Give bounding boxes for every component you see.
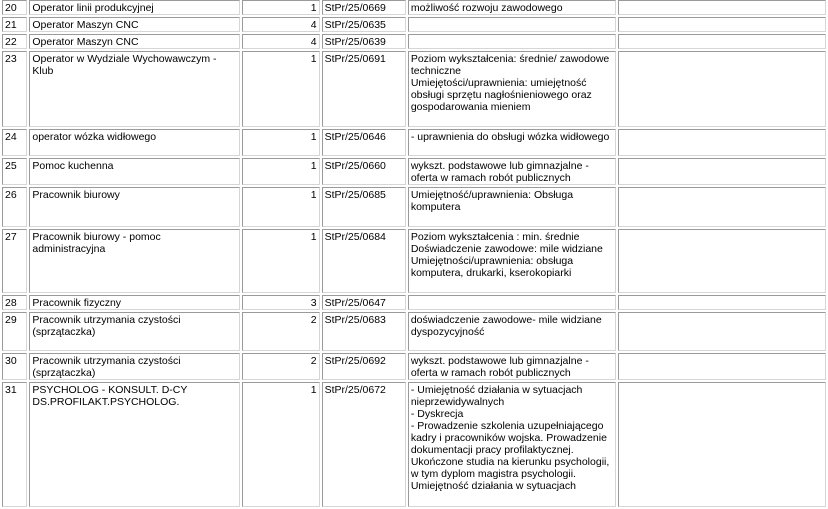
table-row [2, 187, 826, 227]
row-number-cell: 21 [2, 17, 27, 32]
row-number-cell: 22 [2, 34, 27, 49]
vacancy-count-cell: 1 [242, 382, 319, 507]
table-row [2, 34, 826, 49]
row-number-cell: 30 [2, 353, 27, 380]
notes-cell [618, 312, 826, 351]
offer-ref-cell: StPr/25/0639 [322, 34, 406, 49]
notes-cell [618, 187, 826, 227]
position-name-cell: Pomoc kuchenna [29, 158, 240, 185]
vacancy-count-cell: 1 [242, 129, 319, 156]
requirements-cell [408, 17, 616, 32]
table-row [2, 158, 826, 185]
requirements-cell: Poziom wykształcenia: średnie/ zawodowe techniczne Umiejętości/uprawnienia: umiejętność obsługi sprzętu nagłośnieniowego oraz gospodarowania mieniem [408, 51, 616, 127]
requirements-cell [408, 34, 616, 49]
position-name-cell: PSYCHOLOG - KONSULT. D-CY DS.PROFILAKT.PSYCHOLOG. [29, 382, 240, 507]
position-name-cell: Operator w Wydziale Wychowawczym - Klub [29, 51, 240, 127]
offer-ref-cell: StPr/25/0685 [322, 187, 406, 227]
notes-cell [618, 129, 826, 156]
vacancy-count-cell: 1 [242, 229, 319, 293]
notes-cell [618, 0, 826, 15]
notes-cell [618, 51, 826, 127]
offer-ref-cell: StPr/25/0669 [322, 0, 406, 15]
notes-cell [618, 17, 826, 32]
position-name-cell: Pracownik utrzymania czystości (sprzątaczka) [29, 353, 240, 380]
row-number-cell: 23 [2, 51, 27, 127]
row-number-cell: 24 [2, 129, 27, 156]
requirements-cell: wykszt. podstawowe lub gimnazjalne - oferta w ramach robót publicznych [408, 353, 616, 380]
position-name-cell: Pracownik utrzymania czystości (sprzątaczka) [29, 312, 240, 351]
notes-cell [618, 229, 826, 293]
table-row [2, 17, 826, 32]
table-row [2, 382, 826, 507]
offer-ref-cell: StPr/25/0647 [322, 295, 406, 310]
table-row [2, 229, 826, 293]
row-number-cell: 20 [2, 0, 27, 15]
offer-ref-cell: StPr/25/0672 [322, 382, 406, 507]
table-row [2, 353, 826, 380]
vacancy-count-cell: 1 [242, 0, 319, 15]
vacancy-count-cell: 1 [242, 187, 319, 227]
position-name-cell: Pracownik fizyczny [29, 295, 240, 310]
requirements-cell: Poziom wykształcenia : min. średnie Doświadczenie zawodowe: mile widziane Umiejętności/uprawnienia: obsługa komputera, drukarki, kserokopiarki [408, 229, 616, 293]
vacancy-count-cell: 4 [242, 17, 319, 32]
offer-ref-cell: StPr/25/0691 [322, 51, 406, 127]
position-name-cell: Operator Maszyn CNC [29, 34, 240, 49]
offer-ref-cell: StPr/25/0692 [322, 353, 406, 380]
requirements-cell: możliwość rozwoju zawodowego [408, 0, 616, 15]
vacancy-count-cell: 1 [242, 51, 319, 127]
row-number-cell: 25 [2, 158, 27, 185]
requirements-cell: doświadczenie zawodowe- mile widziane dyspozycyjność [408, 312, 616, 351]
vacancy-count-cell: 3 [242, 295, 319, 310]
table-row [2, 129, 826, 156]
notes-cell [618, 353, 826, 380]
offer-ref-cell: StPr/25/0660 [322, 158, 406, 185]
offer-ref-cell: StPr/25/0683 [322, 312, 406, 351]
notes-cell [618, 158, 826, 185]
table-row [2, 51, 826, 127]
table-row [2, 312, 826, 351]
vacancy-count-cell: 1 [242, 158, 319, 185]
position-name-cell: Pracownik biurowy - pomoc administracyjna [29, 229, 240, 293]
row-number-cell: 29 [2, 312, 27, 351]
requirements-cell: - uprawnienia do obsługi wózka widłowego [408, 129, 616, 156]
offer-ref-cell: StPr/25/0635 [322, 17, 406, 32]
position-name-cell: operator wózka widłowego [29, 129, 240, 156]
row-number-cell: 31 [2, 382, 27, 507]
offer-ref-cell: StPr/25/0684 [322, 229, 406, 293]
requirements-cell: Umiejętność/uprawnienia: Obsługa komputera [408, 187, 616, 227]
row-number-cell: 27 [2, 229, 27, 293]
table-row [2, 0, 826, 15]
notes-cell [618, 34, 826, 49]
position-name-cell: Pracownik biurowy [29, 187, 240, 227]
position-name-cell: Operator Maszyn CNC [29, 17, 240, 32]
table-row [2, 295, 826, 310]
requirements-cell: wykszt. podstawowe lub gimnazjalne - oferta w ramach robót publicznych [408, 158, 616, 185]
notes-cell [618, 295, 826, 310]
notes-cell [618, 382, 826, 507]
vacancy-count-cell: 2 [242, 353, 319, 380]
requirements-cell: - Umiejętność działania w sytuacjach nieprzewidywalnych - Dyskrecja - Prowadzenie szkolenia uzupełniającego kadry i pracowników wojska. Prowadzenie dokumentacji pracy profilaktycznej. Ukończone studia na kierunku psychologii, w tym dyplom magistra psychologii. Umiejętność działania w sytuacjach [408, 382, 616, 507]
requirements-cell [408, 295, 616, 310]
offer-ref-cell: StPr/25/0646 [322, 129, 406, 156]
row-number-cell: 26 [2, 187, 27, 227]
vacancy-count-cell: 2 [242, 312, 319, 351]
vacancy-count-cell: 4 [242, 34, 319, 49]
row-number-cell: 28 [2, 295, 27, 310]
position-name-cell: Operator linii produkcyjnej [29, 0, 240, 15]
